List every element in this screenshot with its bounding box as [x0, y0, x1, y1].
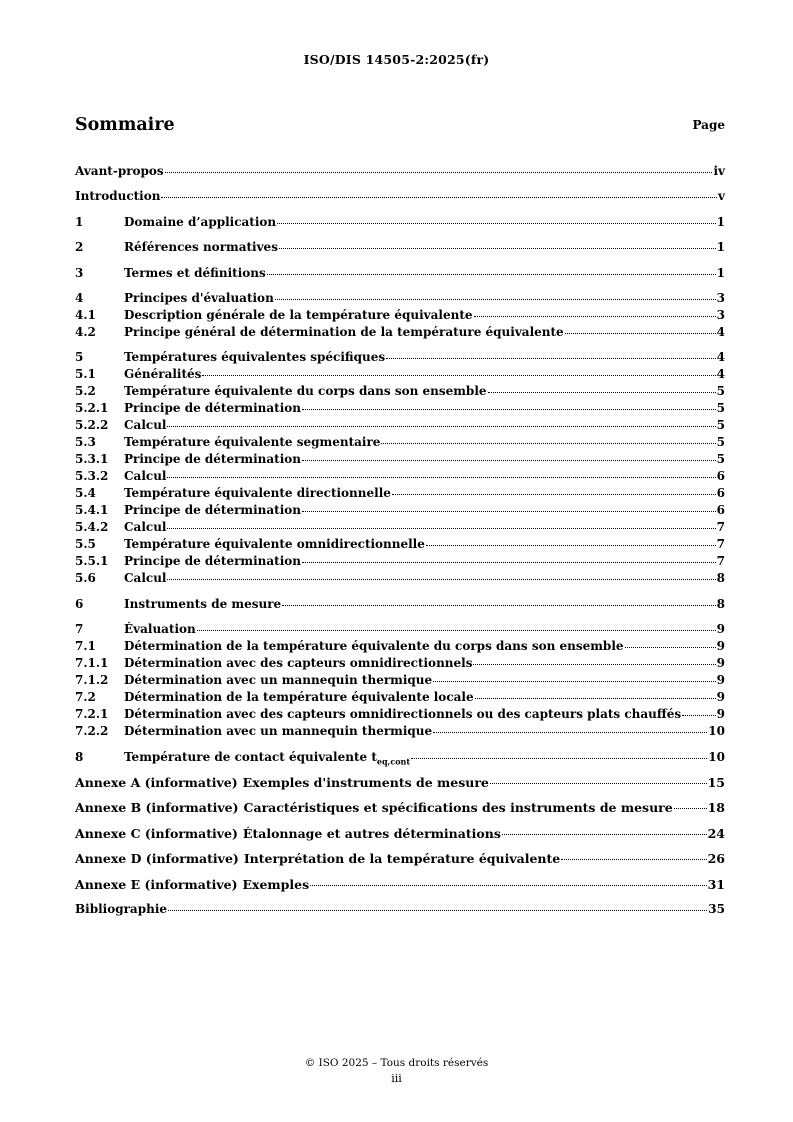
- toc-entry-number: 7: [75, 622, 84, 636]
- toc-entry-number: 5.1: [75, 367, 96, 381]
- toc-entry-title-text: Introduction: [75, 189, 161, 203]
- toc-entry-page: 26: [707, 851, 725, 866]
- toc-entry-number: 3: [75, 266, 84, 280]
- toc-entry[interactable]: [75, 265, 725, 282]
- dot-leader: [302, 460, 716, 461]
- toc-entry-title: [124, 706, 681, 723]
- toc-entry-title-text: Détermination de la température équivalente du corps dans son ensemble: [124, 639, 624, 653]
- toc-entry[interactable]: [75, 502, 725, 519]
- toc-entry-page: 4: [716, 367, 725, 381]
- toc-entry-page: v: [718, 189, 725, 203]
- toc-entry-title: [124, 468, 166, 485]
- toc-entry-number: 1: [75, 215, 84, 229]
- toc-entry-title-text: Détermination avec des capteurs omnidirectionnels ou des capteurs plats chauffés: [124, 707, 682, 721]
- toc-entry-number: 7.1: [75, 639, 96, 653]
- dot-leader: [381, 443, 715, 444]
- toc-entry-page: 5: [716, 452, 725, 466]
- toc-entry[interactable]: [75, 596, 725, 613]
- toc-entry-title: [124, 214, 276, 231]
- toc-entry-number: Annexe A (informative): [75, 775, 238, 790]
- toc-entry-title-text: Références normatives: [124, 240, 278, 254]
- toc-entry-title-text: Principe général de détermination de la température équivalente: [124, 325, 564, 339]
- toc-entry-title: [75, 901, 167, 918]
- toc-entry-title-text: Caractéristiques et spécifications des instruments de mesure: [243, 800, 673, 815]
- toc-entry-number: 5.4: [75, 486, 96, 500]
- dot-leader: [165, 172, 713, 173]
- toc-entry[interactable]: [75, 621, 725, 638]
- toc-entry[interactable]: [75, 706, 725, 723]
- dot-leader: [168, 910, 707, 911]
- toc-entry-page: 9: [716, 622, 725, 636]
- toc-entry-page: 6: [716, 469, 725, 483]
- toc-entry-number: 5.2.2: [75, 418, 109, 432]
- toc-entry-page: 7: [716, 520, 725, 534]
- toc-entry[interactable]: [75, 349, 725, 366]
- toc-entry[interactable]: [75, 672, 725, 689]
- toc-entry-title-text: Calcul: [124, 520, 167, 534]
- page-column-label: Page: [692, 118, 725, 132]
- toc-entry-page: 8: [716, 571, 725, 585]
- toc-entry-title-text: Principe de détermination: [124, 554, 302, 568]
- dot-leader: [674, 808, 707, 809]
- toc-entry-title-text: Calcul: [124, 469, 167, 483]
- toc-entry-number: 5.2: [75, 384, 96, 398]
- toc-entry-title-text: Calcul: [124, 571, 167, 585]
- dot-leader: [202, 375, 715, 376]
- toc-entry[interactable]: [75, 553, 725, 570]
- toc-entry-title: [124, 383, 487, 400]
- toc-entry-page: 5: [716, 418, 725, 432]
- toc-entry-title: [124, 621, 196, 638]
- toc-entry[interactable]: [75, 468, 725, 485]
- dot-leader: [302, 562, 716, 563]
- toc-entry-title: [244, 850, 560, 867]
- toc-entry-title: [124, 553, 301, 570]
- toc-entry-number: 7.2.2: [75, 724, 109, 738]
- dot-leader: [502, 834, 707, 835]
- toc-entry-title: [124, 672, 432, 689]
- toc-entry-page: 6: [716, 503, 725, 517]
- dot-leader: [302, 409, 716, 410]
- toc-entry-page: 35: [708, 902, 725, 916]
- toc-entry-title: [124, 749, 410, 770]
- toc-entry-page: 9: [716, 690, 725, 704]
- toc-entry-number: 6: [75, 597, 84, 611]
- toc-entry-page: 7: [716, 537, 725, 551]
- dot-leader: [433, 732, 707, 733]
- toc-entry-title-text: Calcul: [124, 418, 167, 432]
- dot-leader: [625, 647, 716, 648]
- toc-entry-page: 4: [716, 350, 725, 364]
- toc-entry[interactable]: [75, 850, 725, 867]
- toc-entry-number: 7.1.2: [75, 673, 109, 687]
- dot-leader: [282, 605, 715, 606]
- toc-entry-title: [124, 485, 391, 502]
- dot-leader: [682, 715, 716, 716]
- toc-entry[interactable]: [75, 876, 725, 893]
- toc-entry-page: 9: [716, 707, 725, 721]
- toc-entry[interactable]: [75, 188, 725, 205]
- copyright-notice: © ISO 2025 – Tous droits réservés: [304, 1057, 489, 1069]
- dot-leader: [433, 681, 715, 682]
- toc-entry-title-text: Bibliographie: [75, 902, 168, 916]
- toc-entry[interactable]: [75, 324, 725, 341]
- toc-entry[interactable]: [75, 570, 725, 587]
- toc-entry-number: 7.2.1: [75, 707, 109, 721]
- toc-entry-title-text: Domaine d’application: [124, 215, 277, 229]
- toc-entry[interactable]: [75, 655, 725, 672]
- page-number: iii: [391, 1072, 402, 1085]
- toc-entry-title: [243, 774, 489, 791]
- toc-entry-number: 5.5.1: [75, 554, 109, 568]
- toc-entry[interactable]: [75, 901, 725, 918]
- toc-entry[interactable]: [75, 400, 725, 417]
- toc-entry[interactable]: [75, 239, 725, 256]
- toc-entry-page: 24: [707, 826, 725, 841]
- toc-entry-number: Annexe C (informative): [75, 826, 238, 841]
- toc-entry-title: [124, 723, 432, 740]
- toc-entry-title-text: Températures équivalentes spécifiques: [124, 350, 386, 364]
- toc-title: Sommaire: [75, 115, 175, 135]
- toc-entry-title-text: Exemples: [242, 877, 310, 892]
- toc-entry[interactable]: [75, 307, 725, 324]
- toc-entry-title-text: Avant-propos: [75, 164, 164, 178]
- toc-entry-title-text: Généralités: [124, 367, 202, 381]
- toc-entry-number: Annexe D (informative): [75, 851, 239, 866]
- toc-entry-page: iv: [713, 164, 725, 178]
- toc-entry-number: Annexe B (informative): [75, 800, 239, 815]
- toc-entry[interactable]: [75, 434, 725, 451]
- toc-entry-page: 4: [716, 325, 725, 339]
- dot-leader: [167, 477, 715, 478]
- toc-entry-title-text: Détermination avec un mannequin thermique: [124, 673, 433, 687]
- toc-entry-title: [124, 434, 380, 451]
- toc-entry-title: [124, 265, 266, 282]
- toc-entry-title: [243, 876, 310, 893]
- dot-leader: [561, 859, 706, 860]
- dot-leader: [310, 885, 706, 886]
- toc-entry-title: [124, 655, 472, 672]
- toc-entry-title: [124, 349, 385, 366]
- toc-entry-title: [243, 825, 501, 842]
- toc-entry-title-text: Principe de détermination: [124, 503, 302, 517]
- toc-entry[interactable]: [75, 417, 725, 434]
- dot-leader: [267, 274, 716, 275]
- toc-entry-page: 18: [707, 800, 725, 815]
- dot-leader: [386, 358, 716, 359]
- toc-entry-page: 9: [716, 656, 725, 670]
- dot-leader: [473, 664, 715, 665]
- toc-entry-title: [124, 638, 624, 655]
- toc-entry[interactable]: [75, 163, 725, 180]
- toc-entry-page: 3: [716, 308, 725, 322]
- dot-leader: [565, 333, 716, 334]
- toc-entry[interactable]: [75, 799, 725, 816]
- toc-entry-title-text: Évaluation: [124, 622, 196, 636]
- toc-entry-number: 5.4.1: [75, 503, 109, 517]
- toc-entry[interactable]: [75, 749, 725, 766]
- toc-entry-page: 5: [716, 401, 725, 415]
- toc-entry-title: [124, 400, 301, 417]
- toc-entry-page: 1: [716, 266, 725, 280]
- toc-entry-page: 1: [716, 215, 725, 229]
- toc-entry-title-text: Principe de détermination: [124, 452, 302, 466]
- toc-entry-title: [124, 596, 281, 613]
- dot-leader: [474, 316, 716, 317]
- toc-entry[interactable]: [75, 638, 725, 655]
- toc-entry-title: [124, 239, 278, 256]
- toc-entry-title: [124, 451, 301, 468]
- toc-entry-title-text: Détermination de la température équivalente locale: [124, 690, 474, 704]
- toc-entry-page: 8: [716, 597, 725, 611]
- toc-entry-page: 5: [716, 435, 725, 449]
- toc-entry-title: [124, 307, 473, 324]
- toc-entry-page: 31: [707, 877, 725, 892]
- toc-entry-title-text: Interprétation de la température équivalente: [243, 851, 561, 866]
- toc-entry-page: 1: [716, 240, 725, 254]
- dot-leader: [275, 299, 716, 300]
- dot-leader: [279, 248, 716, 249]
- toc-entry-title-text: Détermination avec des capteurs omnidirectionnels: [124, 656, 473, 670]
- toc-entry-number: 4: [75, 291, 84, 305]
- toc-entry[interactable]: [75, 774, 725, 791]
- toc-entry-title-text: Étalonnage et autres déterminations: [242, 826, 501, 841]
- toc-entry[interactable]: [75, 519, 725, 536]
- toc-entry-title-text: Température équivalente directionnelle: [124, 486, 391, 500]
- toc-entry-number: 2: [75, 240, 84, 254]
- toc-entry-number: 4.1: [75, 308, 96, 322]
- toc-entry-title: [124, 519, 166, 536]
- toc-entry-title: [124, 570, 166, 587]
- toc-entry-page: 15: [707, 775, 725, 790]
- toc-entry-title-text: Température de contact équivalente t: [124, 750, 377, 764]
- toc-entry-number: 5.3.1: [75, 452, 109, 466]
- toc-entry-title-text: Principes d'évaluation: [124, 291, 274, 305]
- toc-entry-title: [244, 799, 673, 816]
- toc-entry-title-text: Termes et définitions: [124, 266, 266, 280]
- dot-leader: [426, 545, 716, 546]
- toc-entry[interactable]: [75, 536, 725, 553]
- toc-entry[interactable]: [75, 485, 725, 502]
- toc-entry-page: 9: [716, 639, 725, 653]
- toc-entry-page: 9: [716, 673, 725, 687]
- toc-entry-page: 3: [716, 291, 725, 305]
- toc-entry-title: [124, 502, 301, 519]
- toc-entry-title-text: Instruments de mesure: [124, 597, 282, 611]
- toc-entry-title: [75, 163, 164, 180]
- dot-leader: [167, 528, 715, 529]
- toc-entry-title-text: Exemples d'instruments de mesure: [242, 775, 489, 790]
- dot-leader: [167, 579, 715, 580]
- toc-entry-title: [124, 536, 425, 553]
- toc-entry-number: 5.4.2: [75, 520, 109, 534]
- dot-leader: [161, 197, 717, 198]
- toc-entry-title-text: Détermination avec un mannequin thermique: [124, 724, 433, 738]
- toc-entry-title: [124, 324, 564, 341]
- toc-entry[interactable]: [75, 451, 725, 468]
- toc-entry[interactable]: [75, 366, 725, 383]
- toc-entry[interactable]: [75, 825, 725, 842]
- toc-entry[interactable]: [75, 383, 725, 400]
- toc-entry-title-text: Température équivalente du corps dans son ensemble: [124, 384, 487, 398]
- toc-entry-number: 5.3.2: [75, 469, 109, 483]
- toc-entry-number: 7.2: [75, 690, 96, 704]
- toc-entry-number: Annexe E (informative): [75, 877, 238, 892]
- toc-entry-title: [124, 366, 201, 383]
- toc-entry-number: 5.2.1: [75, 401, 109, 415]
- toc-entry-title-text: Principe de détermination: [124, 401, 302, 415]
- toc-entry-title: [75, 188, 160, 205]
- toc-entry-title: [124, 290, 274, 307]
- dot-leader: [488, 392, 716, 393]
- dot-leader: [197, 630, 716, 631]
- document-id: ISO/DIS 14505-2:2025(fr): [303, 52, 490, 67]
- toc-entry-number: 5.6: [75, 571, 96, 585]
- toc-entry-page: 5: [716, 384, 725, 398]
- toc-entry-number: 4.2: [75, 325, 96, 339]
- toc-entry-page: 6: [716, 486, 725, 500]
- toc-entry-title: [124, 417, 166, 434]
- toc-entry-number: 5.5: [75, 537, 96, 551]
- toc-entry[interactable]: [75, 723, 725, 740]
- dot-leader: [302, 511, 716, 512]
- toc-entry-title: [124, 689, 474, 706]
- dot-leader: [411, 758, 707, 759]
- dot-leader: [167, 426, 715, 427]
- dot-leader: [277, 223, 716, 224]
- toc-entry[interactable]: [75, 689, 725, 706]
- toc-entry-page: 10: [708, 750, 725, 764]
- toc-entry-page: 10: [708, 724, 725, 738]
- dot-leader: [392, 494, 716, 495]
- toc-entry-number: 7.1.1: [75, 656, 109, 670]
- toc-entry[interactable]: [75, 290, 725, 307]
- dot-leader: [475, 698, 716, 699]
- toc-entry[interactable]: [75, 214, 725, 231]
- toc-entry-number: 8: [75, 750, 84, 764]
- toc-entry-number: 5: [75, 350, 84, 364]
- toc-entry-title-text: Température équivalente omnidirectionnelle: [124, 537, 425, 551]
- toc-entry-number: 5.3: [75, 435, 96, 449]
- toc-entry-title-text: Description générale de la température équivalente: [124, 308, 473, 322]
- toc-entry-page: 7: [716, 554, 725, 568]
- toc-entry-subscript: eq,cont: [376, 756, 411, 767]
- toc-entry-title-text: Température équivalente segmentaire: [124, 435, 381, 449]
- dot-leader: [490, 783, 707, 784]
